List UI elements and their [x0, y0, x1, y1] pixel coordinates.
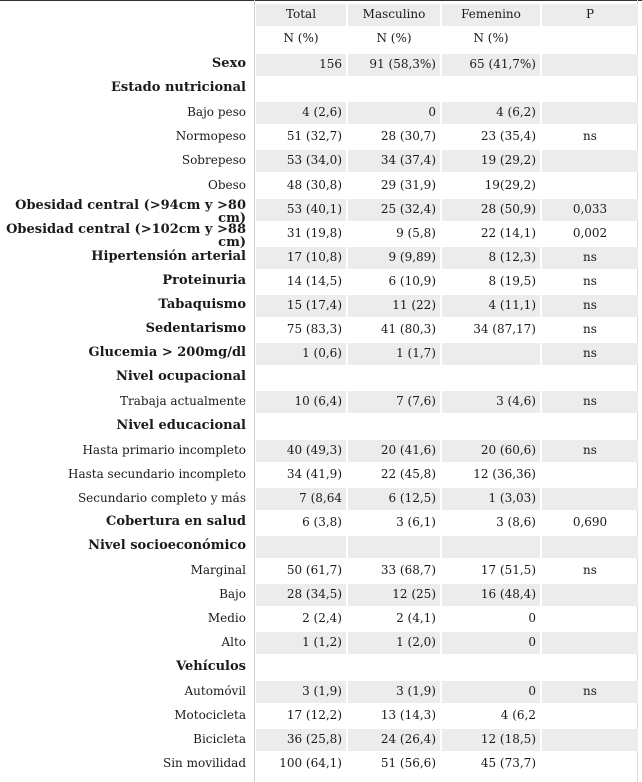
masculino-value: 3 (1,9)	[348, 681, 440, 703]
p-value: 0,033	[542, 199, 638, 221]
total-value: 15 (17,4)	[256, 295, 346, 317]
row-label: Sin movilidad	[162, 755, 246, 770]
femenino-value: 3 (4,6)	[442, 391, 540, 413]
masculino-value: 28 (30,7)	[380, 129, 436, 144]
table-row	[0, 608, 642, 632]
header-total: Total	[256, 4, 346, 26]
femenino-value: 34 (87,17)	[473, 322, 536, 337]
total-value: 10 (6,4)	[256, 391, 346, 413]
row-label: Motocicleta	[174, 707, 246, 722]
table-row	[0, 705, 642, 729]
units-femenino: N (%)	[473, 31, 509, 45]
row-label: Vehículos	[176, 658, 246, 674]
femenino-value: 0	[528, 611, 536, 626]
row-label: Sexo	[211, 56, 246, 71]
masculino-value	[348, 416, 440, 438]
femenino-value	[442, 657, 540, 679]
total-value	[256, 78, 346, 100]
p-value	[542, 753, 638, 775]
table-row	[0, 512, 642, 536]
masculino-value: 25 (32,4)	[348, 199, 440, 221]
total-value: 50 (61,7)	[286, 563, 342, 578]
table-row	[0, 753, 642, 777]
masculino-value	[348, 657, 440, 679]
masculino-value: 1 (1,7)	[348, 343, 440, 365]
p-value	[542, 175, 638, 197]
row-label: Marginal	[190, 563, 246, 578]
p-value	[542, 150, 638, 172]
p-value: ns	[583, 563, 597, 578]
table-row	[0, 319, 642, 343]
total-value: 6 (3,8)	[302, 514, 342, 529]
femenino-value: 12 (18,5)	[442, 729, 540, 751]
row-label: Obesidad central (>94cm y >80 cm)	[15, 197, 246, 226]
row-label: Glucemia > 200mg/dl	[88, 345, 246, 361]
p-value: ns	[542, 295, 638, 317]
total-value: 53 (40,1)	[256, 199, 346, 221]
table-row	[0, 367, 642, 391]
p-value	[542, 632, 638, 654]
p-value	[542, 54, 638, 76]
units-masculino: N (%)	[376, 31, 412, 45]
masculino-value: 11 (22)	[348, 295, 440, 317]
total-value: 17 (12,2)	[286, 707, 342, 722]
row-label: Hipertensión arterial	[91, 248, 246, 264]
table-row	[0, 560, 642, 584]
total-value: 4 (2,6)	[256, 102, 346, 124]
row-label: Cobertura en salud	[106, 513, 246, 529]
table-row	[0, 102, 642, 126]
femenino-value	[442, 416, 540, 438]
units-total: N (%)	[283, 31, 319, 45]
row-label: Nivel ocupacional	[116, 369, 246, 385]
table-row	[0, 54, 642, 78]
total-value	[256, 657, 346, 679]
total-value: 14 (14,5)	[286, 273, 342, 288]
femenino-value: 8 (19,5)	[488, 273, 536, 288]
femenino-value: 65 (41,7%)	[442, 54, 540, 76]
total-value: 17 (10,8)	[256, 247, 346, 269]
row-label: Medio	[207, 611, 246, 626]
femenino-value: 4 (11,1)	[442, 295, 540, 317]
row-label: Bajo	[219, 587, 246, 602]
table-row	[0, 416, 642, 440]
row-label: Proteinuria	[162, 272, 246, 288]
p-value: ns	[542, 440, 638, 462]
header-femenino: Femenino	[442, 4, 540, 26]
p-value: 0,690	[572, 514, 608, 529]
femenino-value	[442, 78, 540, 100]
total-value: 48 (30,8)	[286, 177, 342, 192]
table-row	[0, 464, 642, 488]
femenino-value: 3 (8,6)	[496, 514, 536, 529]
p-value	[542, 488, 638, 510]
total-value: 40 (49,3)	[256, 440, 346, 462]
row-label: Hasta secundario incompleto	[67, 466, 246, 481]
header-label-cell	[0, 4, 252, 26]
total-value: 3 (1,9)	[256, 681, 346, 703]
femenino-value: 19 (29,2)	[442, 150, 540, 172]
table-row	[0, 78, 642, 102]
masculino-value: 91 (58,3%)	[348, 54, 440, 76]
p-value: ns	[583, 129, 597, 144]
table-row	[0, 536, 642, 560]
femenino-value: 45 (73,7)	[480, 755, 536, 770]
total-value: 51 (32,7)	[286, 129, 342, 144]
p-value	[542, 608, 638, 630]
p-value	[542, 584, 638, 606]
p-value: ns	[542, 391, 638, 413]
femenino-value: 0	[442, 681, 540, 703]
total-value: 1 (0,6)	[256, 343, 346, 365]
p-value: ns	[542, 247, 638, 269]
masculino-value: 12 (25)	[348, 584, 440, 606]
masculino-value: 7 (7,6)	[348, 391, 440, 413]
table-row	[0, 632, 642, 656]
table-row	[0, 271, 642, 295]
masculino-value: 6 (10,9)	[388, 273, 436, 288]
p-value: 0,002	[572, 225, 608, 240]
total-value: 1 (1,2)	[256, 632, 346, 654]
total-value	[256, 416, 346, 438]
row-label: Sobrepeso	[181, 153, 246, 168]
total-value: 53 (34,0)	[256, 150, 346, 172]
row-label: Hasta primario incompleto	[82, 442, 246, 457]
table-row	[0, 391, 642, 415]
header-p: P	[542, 4, 638, 26]
masculino-value	[348, 367, 440, 389]
p-value	[542, 102, 638, 124]
p-value	[542, 464, 638, 486]
femenino-value: 22 (14,1)	[480, 225, 536, 240]
total-value: 28 (34,5)	[256, 584, 346, 606]
table-row	[0, 488, 642, 512]
table-row	[0, 584, 642, 608]
table-top-rule	[0, 0, 642, 1]
total-value: 36 (25,8)	[256, 729, 346, 751]
masculino-value: 9 (9,89)	[348, 247, 440, 269]
total-value: 75 (83,3)	[286, 322, 342, 337]
femenino-value	[442, 343, 540, 365]
total-value	[256, 367, 346, 389]
masculino-value: 13 (14,3)	[380, 707, 436, 722]
row-label: Bajo peso	[187, 105, 246, 120]
femenino-value: 12 (36,36)	[473, 466, 536, 481]
p-value	[542, 729, 638, 751]
row-label: Normopeso	[175, 129, 246, 144]
masculino-value: 41 (80,3)	[380, 322, 436, 337]
p-value	[542, 367, 638, 389]
femenino-value: 28 (50,9)	[442, 199, 540, 221]
femenino-value: 8 (12,3)	[442, 247, 540, 269]
femenino-value: 0	[442, 632, 540, 654]
femenino-value: 4 (6,2	[500, 707, 536, 722]
masculino-value	[348, 78, 440, 100]
table-row	[0, 440, 642, 464]
row-label: Trabaja actualmente	[120, 394, 246, 409]
p-value	[542, 705, 638, 727]
p-value: ns	[583, 273, 597, 288]
table-row	[0, 681, 642, 705]
p-value	[542, 78, 638, 100]
table-row	[0, 126, 642, 150]
table-row	[0, 175, 642, 199]
table-row	[0, 657, 642, 681]
masculino-value: 34 (37,4)	[348, 150, 440, 172]
row-label: Obesidad central (>102cm y >88 cm)	[6, 221, 246, 250]
p-value: ns	[542, 343, 638, 365]
p-value: ns	[583, 322, 597, 337]
masculino-value: 51 (56,6)	[380, 755, 436, 770]
masculino-value: 29 (31,9)	[380, 177, 436, 192]
femenino-value: 19(29,2)	[484, 177, 536, 192]
masculino-value: 6 (12,5)	[348, 488, 440, 510]
table-row	[0, 247, 642, 271]
femenino-value: 1 (3,03)	[442, 488, 540, 510]
masculino-value	[348, 536, 440, 558]
row-label: Obeso	[207, 177, 246, 192]
table-row	[0, 343, 642, 367]
table-row	[0, 197, 642, 226]
row-label: Nivel socioeconómico	[88, 538, 246, 553]
row-label: Sedentarismo	[145, 321, 246, 337]
table-row	[0, 729, 642, 753]
total-value: 2 (2,4)	[302, 611, 342, 626]
masculino-value: 2 (4,1)	[396, 611, 436, 626]
total-value: 100 (64,1)	[279, 755, 342, 770]
total-value: 34 (41,9)	[286, 466, 342, 481]
masculino-value: 22 (45,8)	[380, 466, 436, 481]
total-value: 7 (8,64	[256, 488, 346, 510]
row-label: Bicicleta	[193, 731, 246, 746]
row-label: Nivel educacional	[116, 417, 246, 433]
masculino-value: 20 (41,6)	[348, 440, 440, 462]
table-row	[0, 295, 642, 319]
femenino-value: 17 (51,5)	[480, 563, 536, 578]
femenino-value: 23 (35,4)	[480, 129, 536, 144]
header-masculino: Masculino	[348, 4, 440, 26]
row-label: Automóvil	[184, 683, 246, 698]
masculino-value: 33 (68,7)	[380, 563, 436, 578]
p-value: ns	[542, 681, 638, 703]
femenino-value	[442, 536, 540, 558]
table-row	[0, 150, 642, 174]
masculino-value: 0	[348, 102, 440, 124]
p-value	[542, 536, 638, 558]
femenino-value: 4 (6,2)	[442, 102, 540, 124]
units-row	[0, 28, 642, 52]
femenino-value: 16 (48,4)	[442, 584, 540, 606]
total-value: 156	[256, 54, 346, 76]
header-row	[0, 4, 642, 28]
masculino-value: 1 (2,0)	[348, 632, 440, 654]
row-label: Alto	[221, 635, 246, 650]
femenino-value: 20 (60,6)	[442, 440, 540, 462]
masculino-value: 3 (6,1)	[396, 514, 436, 529]
table-row	[0, 221, 642, 250]
row-label: Secundario completo y más	[77, 490, 246, 505]
row-label: Tabaquismo	[158, 297, 246, 312]
total-value: 31 (19,8)	[286, 225, 342, 240]
p-value	[542, 416, 638, 438]
total-value	[256, 536, 346, 558]
row-label: Estado nutricional	[111, 80, 246, 96]
p-value	[542, 657, 638, 679]
femenino-value	[442, 367, 540, 389]
masculino-value: 9 (5,8)	[396, 225, 436, 240]
masculino-value: 24 (26,4)	[348, 729, 440, 751]
